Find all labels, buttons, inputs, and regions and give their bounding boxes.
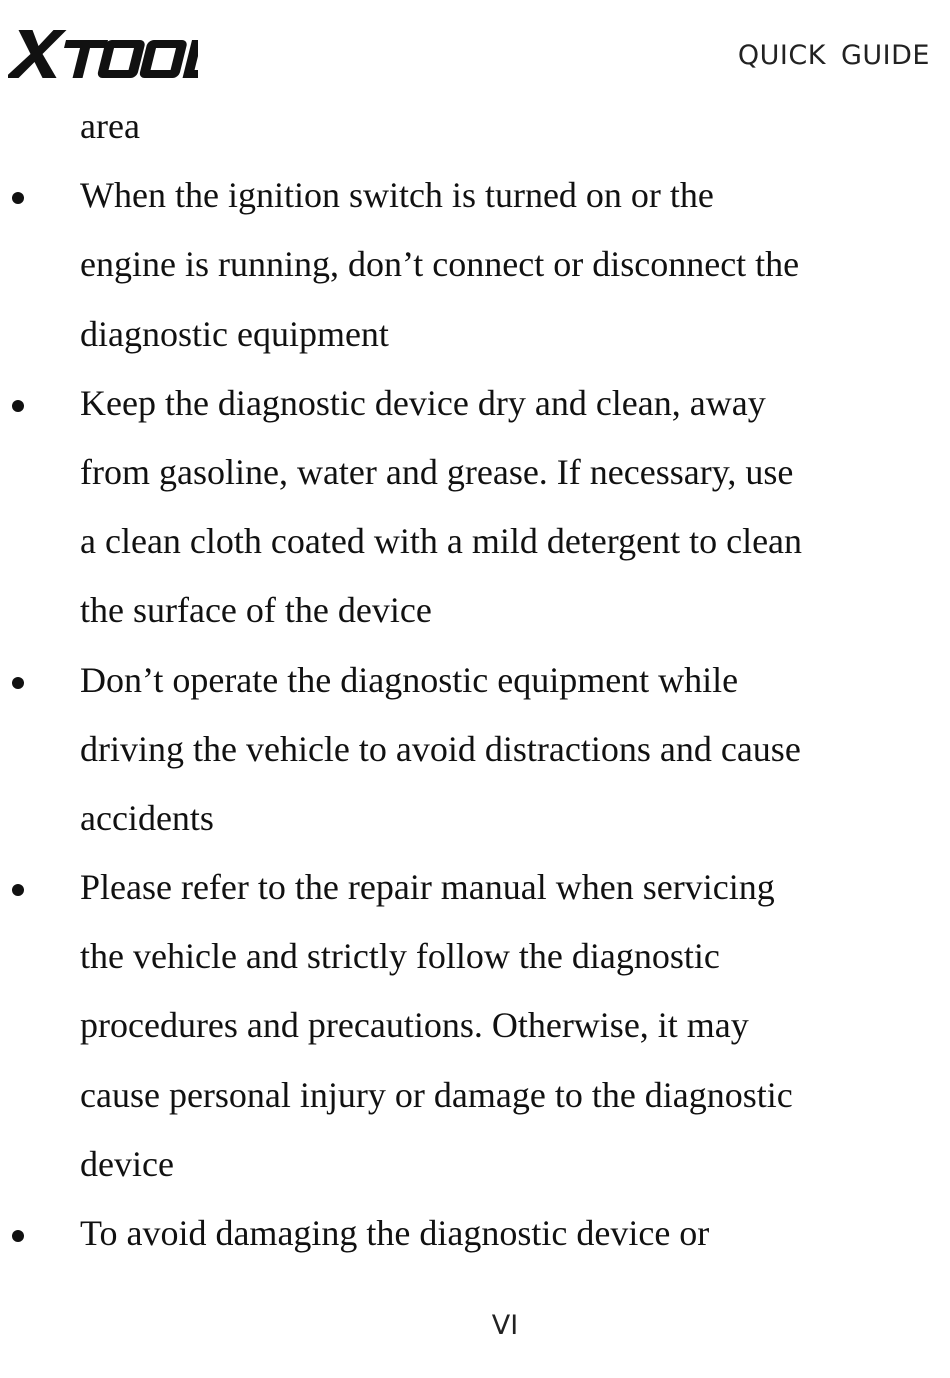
quick-guide-label: QUICK GUIDE <box>737 40 930 71</box>
line-text: driving the vehicle to avoid distractions and cause <box>80 728 801 769</box>
bullet-item-line <box>0 369 940 438</box>
line-text: Keep the diagnostic device dry and clean, away <box>80 382 766 423</box>
text-line <box>0 922 940 991</box>
text-line <box>0 991 940 1060</box>
page-header <box>0 0 950 100</box>
text-line <box>0 92 940 161</box>
line-text: When the ignition switch is turned on or the <box>80 175 714 216</box>
line-text: area <box>80 106 140 146</box>
text-line <box>0 230 940 299</box>
line-text: the vehicle and strictly follow the diagnostic <box>80 936 720 977</box>
text-line <box>0 576 940 645</box>
bullet-item-line <box>0 853 940 922</box>
line-text: accidents <box>80 797 214 838</box>
bullet-dot-icon <box>12 1230 24 1242</box>
line-text: engine is running, don’t connect or disconnect the <box>80 244 800 285</box>
line-text: from gasoline, water and grease. If necessary, use <box>80 451 794 492</box>
xtool-logo <box>8 24 198 82</box>
line-text: device <box>80 1143 174 1184</box>
text-line <box>0 784 940 853</box>
line-text: Please refer to the repair manual when servicing <box>80 867 775 908</box>
line-text: the surface of the device <box>80 590 432 631</box>
bullet-item-line <box>0 161 940 230</box>
bullet-dot-icon <box>12 400 24 412</box>
line-text: Don’t operate the diagnostic equipment while <box>80 659 739 700</box>
bullet-item-line <box>0 1199 940 1268</box>
text-line <box>0 1061 940 1130</box>
line-text: a clean cloth coated with a mild detergent to clean <box>80 521 803 562</box>
text-line <box>0 300 940 369</box>
line-text: To avoid damaging the diagnostic device or <box>80 1213 710 1253</box>
text-line <box>0 507 940 576</box>
line-text: cause personal injury or damage to the diagnostic <box>80 1074 793 1115</box>
text-line <box>0 438 940 507</box>
bullet-item-line <box>0 646 940 715</box>
line-text: diagnostic equipment <box>80 313 389 354</box>
page-number: VI <box>491 1310 519 1341</box>
document-body <box>0 92 940 1268</box>
bullet-dot-icon <box>12 192 24 204</box>
bullet-dot-icon <box>12 677 24 689</box>
text-line <box>0 715 940 784</box>
line-text: procedures and precautions. Otherwise, it may <box>80 1005 749 1046</box>
text-line <box>0 1130 940 1199</box>
bullet-dot-icon <box>12 884 24 896</box>
